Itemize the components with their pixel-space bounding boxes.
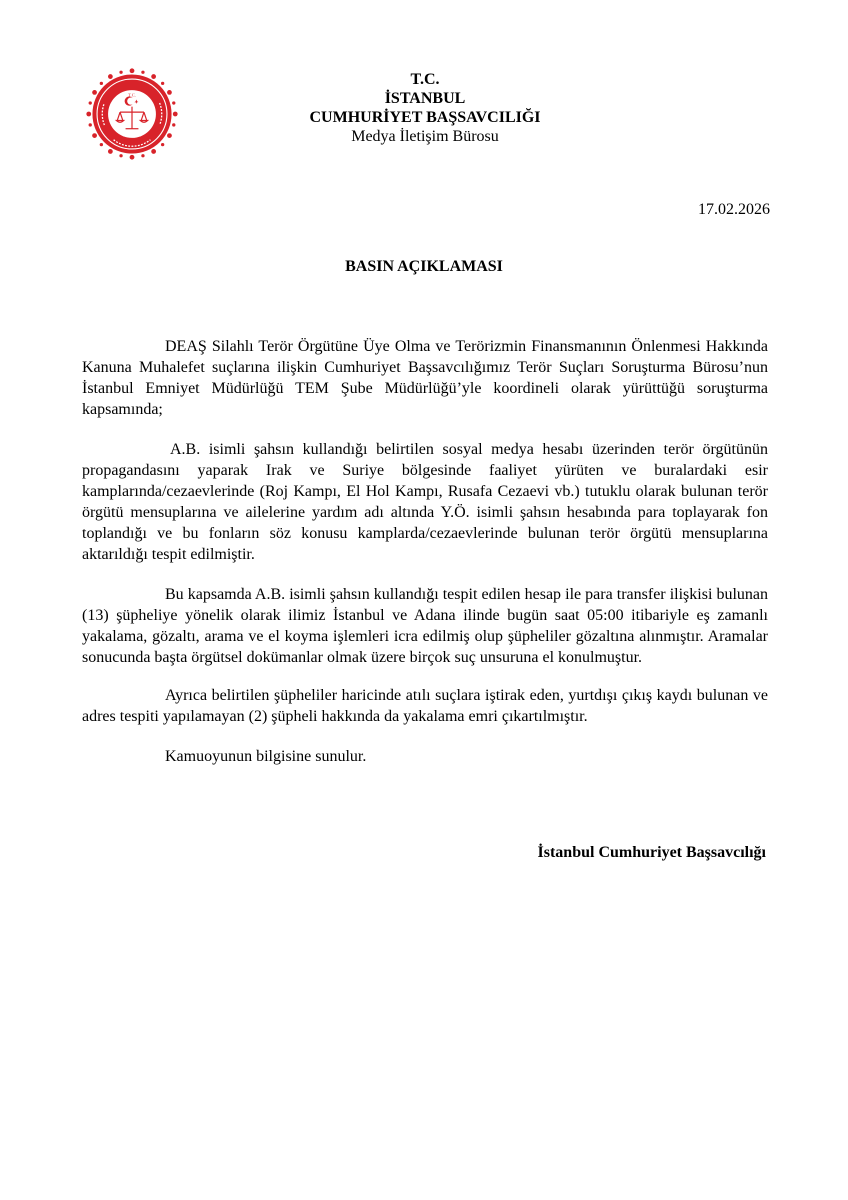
- header-country: T.C.: [410, 71, 440, 88]
- header-department: Medya İletişim Bürosu: [351, 128, 499, 145]
- paragraph-arrest-warrant: Ayrıca belirtilen şüpheliler haricinde atılı suçlara iştirak eden, yurtdışı çıkış kaydı bulunan ve adres tespiti yapılamayan (2) şüpheli hakkında da yakalama emri çıkartılmıştır.: [82, 687, 768, 725]
- document-title: BASIN AÇIKLAMASI: [345, 258, 503, 275]
- header-city: İSTANBUL: [384, 90, 466, 107]
- document-body: [82, 336, 768, 786]
- document-date: 17.02.2026: [698, 201, 770, 218]
- seal-inner-text: T.C.: [128, 92, 136, 98]
- prosecutor-seal-icon: [86, 68, 178, 160]
- header-institution: CUMHURİYET BAŞSAVCILIĞI: [309, 109, 541, 126]
- paragraph-operation: Bu kapsamda A.B. isimli şahsın kullandığı tespit edilen hesap ile para transfer ilişkisi bulunan (13) şüpheliye yönelik olarak ilimiz İstanbul ve Adana ilinde bugün saat 05:00 itibariyle eş zamanlı yakalama, gözaltı, arama ve el koyma işlemleri icra edilmiş olup şüpheliler gözaltına alınmıştır. Aramalar sonucunda başta örgütsel dokümanlar olmak üzere birçok suç unsuruna el konulmuştur.: [82, 586, 768, 666]
- paragraph-investigation-intro: DEAŞ Silahlı Terör Örgütüne Üye Olma ve Terörizmin Finansmanının Önlenmesi Hakkında Kanuna Muhalefet suçlarına ilişkin Cumhuriyet Başsavcılığımız Terör Suçları Soruşturma Bürosu’nun İstanbul Emniyet Müdürlüğü TEM Şube Müdürlüğü’yle koordineli olarak yürüttüğü soruşturma kapsamında;: [82, 338, 768, 418]
- document-header: [270, 70, 580, 146]
- paragraph-findings: A.B. isimli şahsın kullandığı belirtilen sosyal medya hesabı üzerinden terör örgütünün propagandasını yaparak Irak ve Suriye bölgesinde faaliyet yürüten ve buralardaki esir kamplarında/cezaevlerinde (Roj Kampı, El Hol Kampı, Rusafa Cezaevi vb.) tutuklu olarak bulunan terör örgütü mensuplarına ve ailelerine yardım adı altında Y.Ö. isimli şahsın hesabında para toplayarak fon toplandığı ve bu fonların söz konusu kamplarda/cezaevlerinde bulunan terör örgütü mensuplarına aktarıldığı tespit edilmiştir.: [82, 441, 768, 563]
- paragraph-closing: Kamuoyunun bilgisine sunulur.: [165, 748, 367, 765]
- signature-block: İstanbul Cumhuriyet Başsavcılığı: [537, 844, 766, 861]
